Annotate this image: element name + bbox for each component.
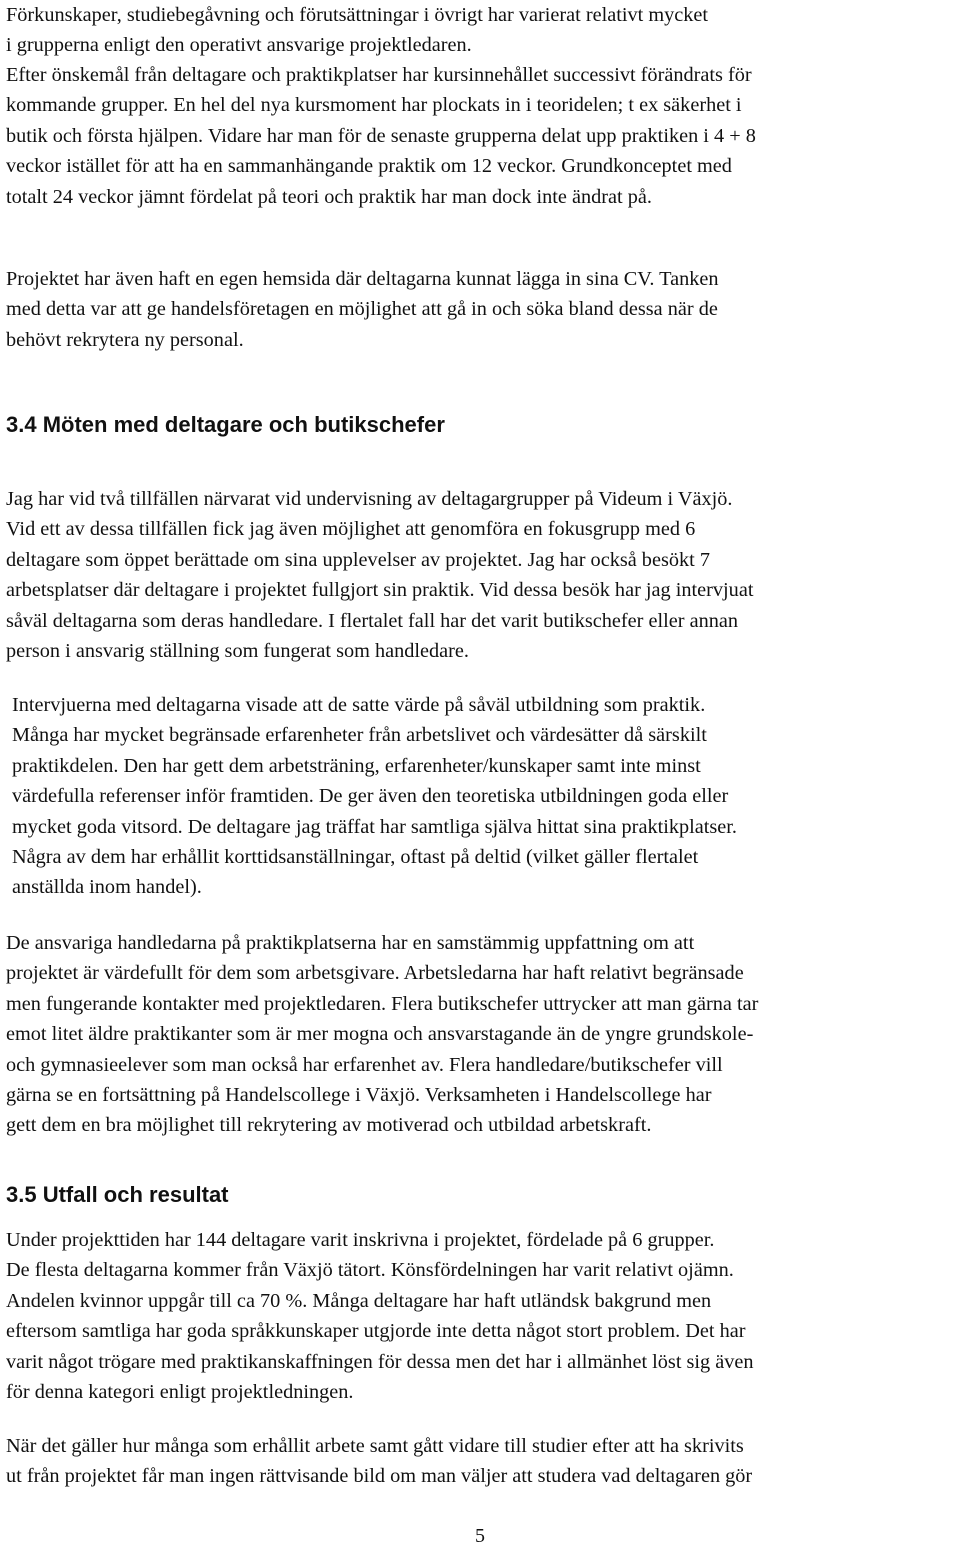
text-line: Under projekttiden har 144 deltagare varit inskrivna i projektet, fördelade på 6 grupper. (6, 1229, 715, 1251)
text-line: men fungerande kontakter med projektledaren. Flera butikschefer uttrycker att man gärna tar (6, 992, 759, 1015)
text-line: värdefulla referenser inför framtiden. De ger även den teoretiska utbildningen goda eller (12, 785, 729, 808)
text-line: Projektet har även haft en egen hemsida där deltagarna kunnat lägga in sina CV. Tanken (6, 268, 719, 290)
text-line: och gymnasieelever som man också har erfarenhet av. Flera handledare/butikschefer vill (6, 1053, 723, 1076)
text-line: deltagare som öppet berättade om sina upplevelser av projektet. Jag har också besökt 7 (6, 548, 710, 571)
text-line: Många har mycket begränsade erfarenheter från arbetslivet och värdesätter då särskilt (12, 724, 707, 747)
text-line: Efter önskemål från deltagare och praktikplatser har kursinnehållet successivt förändrats för (6, 64, 752, 86)
text-line: med detta var att ge handelsföretagen en möjlighet att gå in och söka bland dessa när de (6, 298, 718, 321)
text-line: butik och första hjälpen. Vidare har man för de senaste grupperna delat upp praktiken i 4 + 8 (6, 124, 756, 147)
text-line: När det gäller hur många som erhållit arbete samt gått vidare till studier efter att ha skrivits (6, 1435, 744, 1457)
paragraph-website (6, 264, 719, 355)
text-line: gett dem en bra möjlighet till rekrytering av motiverad och utbildad arbetskraft. (6, 1114, 652, 1137)
page-number: 5 (475, 1525, 485, 1547)
text-line: mycket goda vitsord. De deltagare jag träffat har samtliga själva hittat sina praktikplatser. (12, 815, 738, 838)
text-line: Förkunskaper, studiebegåvning och förutsättningar i övrigt har varierat relativt mycket (6, 4, 709, 26)
text-line: Intervjuerna med deltagarna visade att de satte värde på såväl utbildning som praktik. (12, 694, 706, 716)
text-line: emot litet äldre praktikanter som är mer mogna och ansvarstagande än de yngre grundskole- (6, 1023, 754, 1046)
text-line: eftersom samtliga har goda språkkunskaper utgjorde inte detta något stort problem. Det har (6, 1320, 746, 1343)
text-line: person i ansvarig ställning som fungerat som handledare. (6, 640, 469, 663)
text-line: praktikdelen. Den har gett dem arbetsträning, erfarenheter/kunskaper samt inte minst (12, 754, 701, 777)
text-line: De ansvariga handledarna på praktikplatserna har en samstämmig uppfattning om att (6, 932, 695, 954)
paragraph-outcome (6, 1225, 754, 1407)
text-line: varit något trögare med praktikanskaffningen för dessa men det har i allmänhet löst sig även (6, 1350, 754, 1373)
text-line: arbetsplatser där deltagare i projektet fullgjort sin praktik. Vid dessa besök har jag intervjuat (6, 579, 754, 602)
paragraph-meetings (6, 484, 753, 666)
paragraph-interviews (12, 690, 737, 903)
section-heading-3-4: 3.4 Möten med deltagare och butikschefer (6, 412, 445, 437)
text-line: såväl deltagarna som deras handledare. I flertalet fall har det varit butikschefer eller annan (6, 609, 739, 632)
text-line: Några av dem har erhållit korttidsanställningar, oftast på deltid (vilket gäller flertalet (12, 846, 699, 869)
section-heading-3-5: 3.5 Utfall och resultat (6, 1182, 229, 1207)
text-line: ut från projektet får man ingen rättvisande bild om man väljer att studera vad deltagaren gör (6, 1465, 753, 1488)
paragraph-employment (6, 1431, 752, 1492)
paragraph-supervisors (6, 928, 758, 1141)
paragraph-prior-knowledge (6, 0, 708, 61)
text-line: behövt rekrytera ny personal. (6, 328, 244, 351)
text-line: De flesta deltagarna kommer från Växjö tätort. Könsfördelningen har varit relativt ojämn. (6, 1259, 734, 1282)
text-line: anställda inom handel). (12, 876, 202, 899)
text-line: Andelen kvinnor uppgår till ca 70 %. Många deltagare har haft utländsk bakgrund men (6, 1289, 712, 1312)
text-line: för denna kategori enligt projektledningen. (6, 1381, 354, 1404)
text-line: Jag har vid två tillfällen närvarat vid undervisning av deltagargrupper på Videum i Växjö. (6, 488, 733, 510)
text-line: projektet är värdefullt för dem som arbetsgivare. Arbetsledarna har haft relativt begränsade (6, 962, 744, 985)
text-line: Vid ett av dessa tillfällen fick jag även möjlighet att genomföra en fokusgrupp med 6 (6, 518, 696, 541)
text-line: i grupperna enligt den operativt ansvarige projektledaren. (6, 34, 472, 57)
text-line: kommande grupper. En hel del nya kursmoment har plockats in i teoridelen; t ex säkerhet i (6, 94, 742, 117)
text-line: gärna se en fortsättning på Handelscollege i Växjö. Verksamheten i Handelscollege har (6, 1084, 712, 1107)
paragraph-course-changes (6, 60, 756, 212)
text-line: veckor istället för att ha en sammanhängande praktik om 12 veckor. Grundkonceptet med (6, 155, 732, 178)
text-line: totalt 24 veckor jämnt fördelat på teori och praktik har man dock inte ändrat på. (6, 185, 652, 208)
